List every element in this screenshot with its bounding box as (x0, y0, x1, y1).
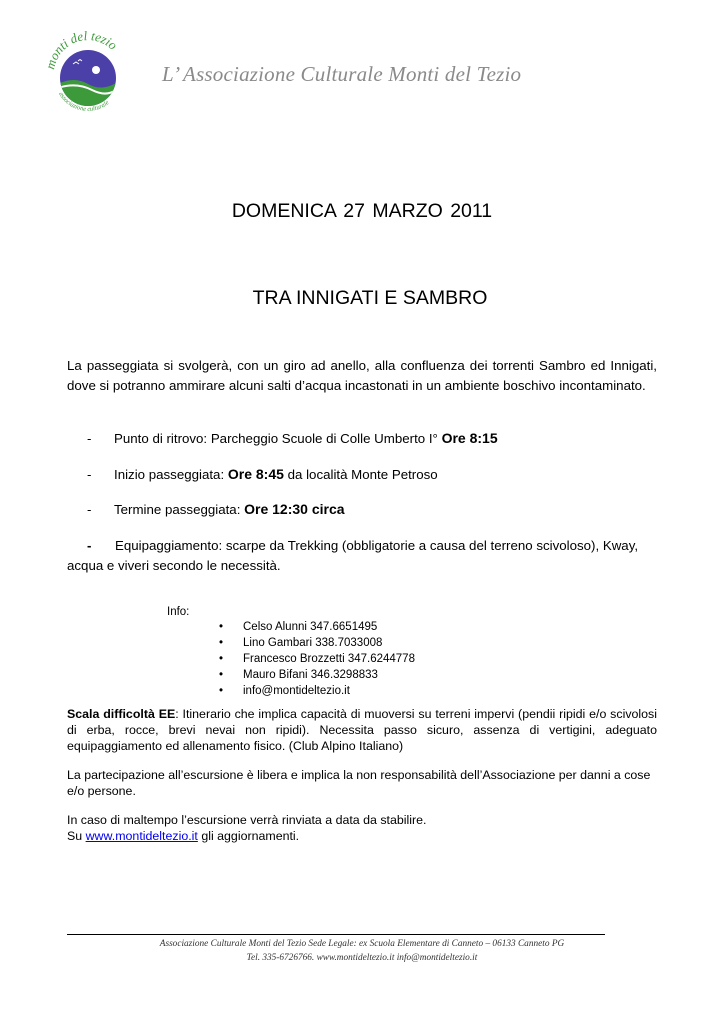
updates-suffix: gli aggiornamenti. (201, 829, 300, 843)
difficulty-paragraph (67, 706, 657, 754)
meeting-time: Ore 8:15 (441, 430, 498, 446)
contact-item: • Mauro Bifani 346.3298833 (219, 667, 415, 683)
end-item (87, 501, 345, 517)
event-date: DOMENICA 27 MARZO 2011 (231, 200, 493, 222)
start-time: Ore 8:45 (227, 466, 284, 482)
logo-text-top: monti del tezio (42, 28, 121, 71)
dash-marker: - (87, 502, 92, 517)
intro-paragraph: La passeggiata si svolgerà, con un giro ad anello, alla confluenza dei torrenti Sambro ed Innigati, dove si potranno ammirare alcuni salti d’acqua incastonati in un ambiente boschivo incontaminato. (67, 358, 657, 393)
dash-marker: - (87, 467, 92, 482)
association-logo (40, 28, 136, 128)
event-title: TRA INNIGATI E SAMBRO (252, 287, 488, 309)
updates-prefix: Su (67, 829, 83, 843)
dash-marker: - (87, 538, 92, 553)
bad-weather-line: In caso di maltempo l’escursione verrà rinviata a data da stabilire. (67, 813, 427, 827)
contact-item: • Lino Gambari 338.7033008 (219, 635, 415, 651)
footer-contacts: Tel. 335-6726766. www.montideltezio.it info@montideltezio.it (246, 953, 478, 963)
contact-item: • Francesco Brozzetti 347.6244778 (219, 651, 415, 667)
organization-title: L’ Associazione Culturale Monti del Tezio (162, 62, 522, 86)
difficulty-label: Scala difficoltà EE (67, 707, 176, 721)
difficulty-text: : Itinerario che implica capacità di muoversi su terreni impervi (pendii ripidi e/o scivolosi di erba, rocce, brevi nevai non ripidi). Necessita passo sicuro, assenza di vertigini, adeguato equipaggiamento ed allenamento fisico. (Club Alpino Italiano) (67, 707, 658, 753)
contact-email[interactable]: • info@montideltezio.it (219, 683, 415, 699)
end-time: Ore 12:30 circa (244, 501, 345, 517)
info-label: Info: (167, 606, 190, 618)
bad-weather-paragraph (67, 812, 657, 844)
start-item (87, 466, 438, 482)
equipment-item (67, 536, 657, 576)
end-label: Termine passeggiata: (114, 502, 241, 517)
footer-divider (67, 934, 605, 935)
updates-line (67, 828, 657, 844)
dash-marker: - (87, 431, 92, 446)
meeting-point-item (87, 430, 498, 446)
website-link[interactable]: www.montideltezio.it (85, 829, 198, 843)
equipment-text: Equipaggiamento: scarpe da Trekking (obbligatorie a causa del terreno scivoloso), Kway, acqua e viveri secondo le necessità. (67, 538, 639, 573)
footer-address: Associazione Culturale Monti del Tezio Sede Legale: ex Scuola Elementare di Canneto – 06133 Canneto PG (159, 939, 565, 949)
start-label: Inizio passeggiata: (114, 467, 225, 482)
contact-list (219, 619, 415, 699)
logo-text-bottom: associazione culturale (57, 90, 111, 113)
meeting-point-label: Punto di ritrovo: Parcheggio Scuole di Colle Umberto I° (114, 431, 438, 446)
contact-item: • Celso Alunni 347.6651495 (219, 619, 415, 635)
start-place: da località Monte Petroso (287, 467, 438, 482)
participation-paragraph: La partecipazione all’escursione è libera e implica la non responsabilità dell’Associazione per danni a cose e/o persone. (67, 768, 651, 798)
